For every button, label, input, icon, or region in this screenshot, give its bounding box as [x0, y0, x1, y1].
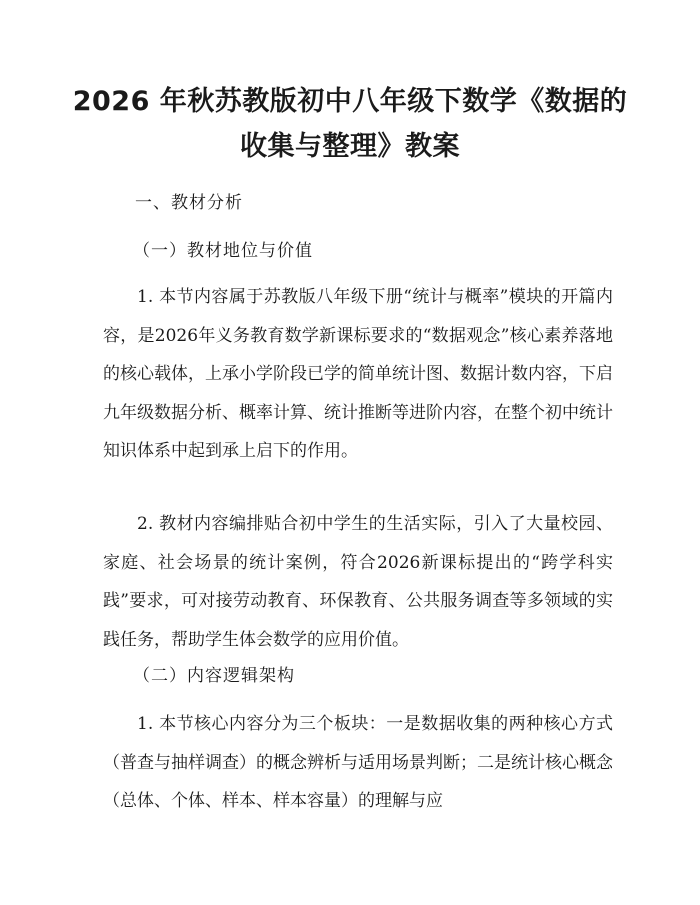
paragraph-1: 1. 本节内容属于苏教版八年级下册“统计与概率”模块的开篇内容，是2026年义务教育数学新课标要求的“数据观念”核心素养落地的核心载体，上承小学阶段已学的简单统计图、数据计数内容，下启九年级数据分析、概率计算、统计推断等进阶内容，在整个初中统计知识体系中起到承上启下的作用。 — [103, 287, 613, 461]
document-title-line-1: 2026 年秋苏教版初中八年级下数学《数据的 — [72, 86, 628, 117]
paragraph-2: 2. 教材内容编排贴合初中学生的生活实际，引入了大量校园、家庭、社会场景的统计案例，符合2026新课标提出的“跨学科实践”要求，可对接劳动教育、环保教育、公共服务调查等多领域的实践任务，帮助学生体会数学的应用价值。 — [103, 514, 613, 650]
section-heading-textbook-analysis: 一、教材分析 — [135, 193, 243, 213]
document-title-line-2: 收集与整理》教案 — [240, 131, 460, 162]
paragraph-3: 1. 本节核心内容分为三个板块：一是数据收集的两种核心方式（普查与抽样调查）的概念辨析与适用场景判断；二是统计核心概念（总体、个体、样本、样本容量）的理解与应 — [103, 714, 613, 811]
subsection-heading-position-value: （一）教材地位与价值 — [133, 241, 313, 261]
subsection-heading-content-logic: （二）内容逻辑架构 — [133, 666, 295, 686]
